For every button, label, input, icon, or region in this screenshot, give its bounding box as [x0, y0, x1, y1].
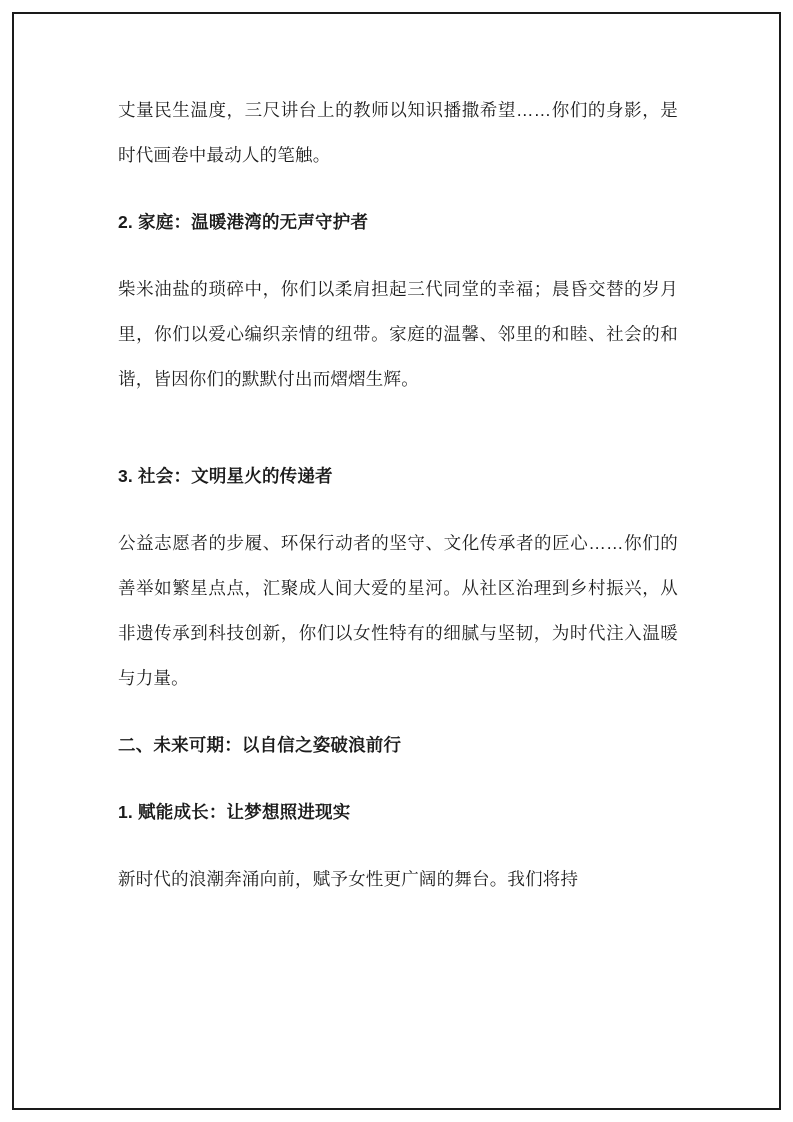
section-heading: 2. 家庭：温暖港湾的无声守护者	[118, 212, 369, 232]
paragraph: 公益志愿者的步履、环保行动者的坚守、文化传承者的匠心……你们的善举如繁星点点，汇聚成人间大爱的星河。从社区治理到乡村振兴，从非遗传承到科技创新，你们以女性特有的细腻与坚韧，为时代注入温暖与力量。	[118, 533, 678, 688]
paragraph: 新时代的浪潮奔涌向前，赋予女性更广阔的舞台。我们将持	[118, 869, 579, 889]
paragraph: 丈量民生温度，三尺讲台上的教师以知识播撒希望……你们的身影，是时代画卷中最动人的笔触。	[118, 100, 678, 165]
document-body	[118, 88, 678, 932]
section-heading: 二、未来可期：以自信之姿破浪前行	[118, 735, 402, 755]
section-heading: 1. 赋能成长：让梦想照进现实	[118, 802, 351, 822]
paragraph: 柴米油盐的琐碎中，你们以柔肩担起三代同堂的幸福；晨昏交替的岁月里，你们以爱心编织亲情的纽带。家庭的温馨、邻里的和睦、社会的和谐，皆因你们的默默付出而熠熠生辉。	[118, 279, 678, 389]
section-heading: 3. 社会：文明星火的传递者	[118, 466, 333, 486]
